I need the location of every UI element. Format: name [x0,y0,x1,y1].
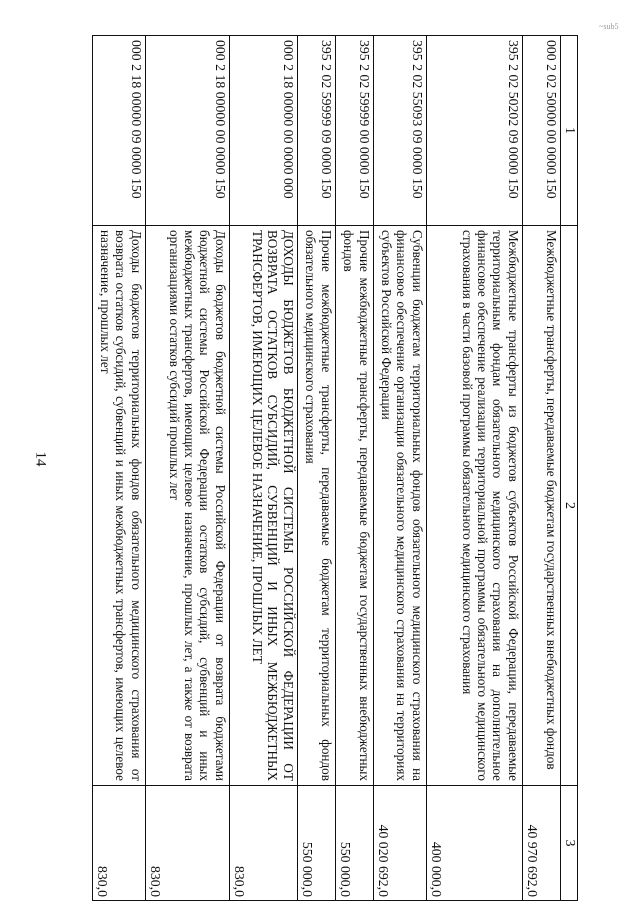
row-name: Доходы бюджетов территориальных фондов обязательного медицинского страхования от возврата остатков субсидий, субвенций и иных межбюджетных трансфертов, имеющих целевое назначение, прошлых лет [92,226,145,786]
column-header-amount: 3 [560,786,577,901]
table-header-row [560,36,577,901]
row-code: 395 2 02 59999 09 0000 150 [297,36,335,226]
row-name: Межбюджетные трансферты, передаваемые бюджетам государственных внебюджетных фондов [522,226,560,786]
row-name: Межбюджетные трансферты из бюджетов субъектов Российской Федерации, передаваемые территориальным фондам обязательного медицинского страхования на дополнительное финансовое обеспечение реализации территориальной программы обязательного медицинского страхования в части базовой программы обязательного медицинского страхования [426,226,522,786]
row-name: ДОХОДЫ БЮДЖЕТОВ БЮДЖЕТНОЙ СИСТЕМЫ РОССИЙСКОЙ ФЕДЕРАЦИИ ОТ ВОЗВРАТА ОСТАТКОВ СУБСИДИЙ, СУБВЕНЦИЙ И ИНЫХ МЕЖБЮДЖЕТНЫХ ТРАНСФЕРТОВ, ИМЕЮЩИХ ЦЕЛЕВОЕ НАЗНАЧЕНИЕ, ПРОШЛЫХ ЛЕТ [229,226,297,786]
row-code: 000 2 18 00000 00 0000 150 [145,36,229,226]
row-code: 395 2 02 55093 09 0000 150 [373,36,426,226]
rotated-table-frame [94,35,578,900]
row-amount: 40 020 692,0 [373,786,426,901]
row-amount: 400 000,0 [426,786,522,901]
row-code: 395 2 02 50202 09 0000 150 [426,36,522,226]
row-name: Субвенции бюджетам территориальных фондов обязательного медицинского страхования на финансовое обеспечение организации обязательного медицинского страхования на территориях субъектов Российской Федерации [373,226,426,786]
table-row [373,36,426,901]
table-row [426,36,522,901]
table-row [335,36,373,901]
row-code: 395 2 02 59999 00 0000 150 [335,36,373,226]
row-amount: 830,0 [92,786,145,901]
row-code: 000 2 18 00000 00 0000 000 [229,36,297,226]
column-header-name: 2 [560,226,577,786]
row-name: Доходы бюджетов бюджетной системы Российской Федерации от возврата бюджетами бюджетной системы Российской Федерации остатков субсидий, субвенций и иных межбюджетных трансфертов, имеющих целевое назначение, прошлых лет, а также от возврата организациями остатков субсидий прошлых лет [145,226,229,786]
table-row [522,36,560,901]
row-name: Прочие межбюджетные трансферты, передаваемые бюджетам государственных внебюджетных фондов [335,226,373,786]
row-code: 000 2 18 00000 09 0000 150 [92,36,145,226]
corner-mark: ~sub5 [599,22,619,31]
row-amount: 550 000,0 [335,786,373,901]
row-amount: 830,0 [145,786,229,901]
table-row [92,36,145,901]
row-amount: 40 970 692,0 [522,786,560,901]
table-row [145,36,229,901]
row-code: 000 2 02 50000 00 0000 150 [522,36,560,226]
table-row [229,36,297,901]
row-amount: 830,0 [229,786,297,901]
page-number: 14 [32,451,49,467]
row-amount: 550 000,0 [297,786,335,901]
revenue-table [92,35,578,901]
table-row [297,36,335,901]
row-name: Прочие межбюджетные трансферты, передаваемые бюджетам территориальных фондов обязательного медицинского страхования [297,226,335,786]
column-header-code: 1 [560,36,577,226]
